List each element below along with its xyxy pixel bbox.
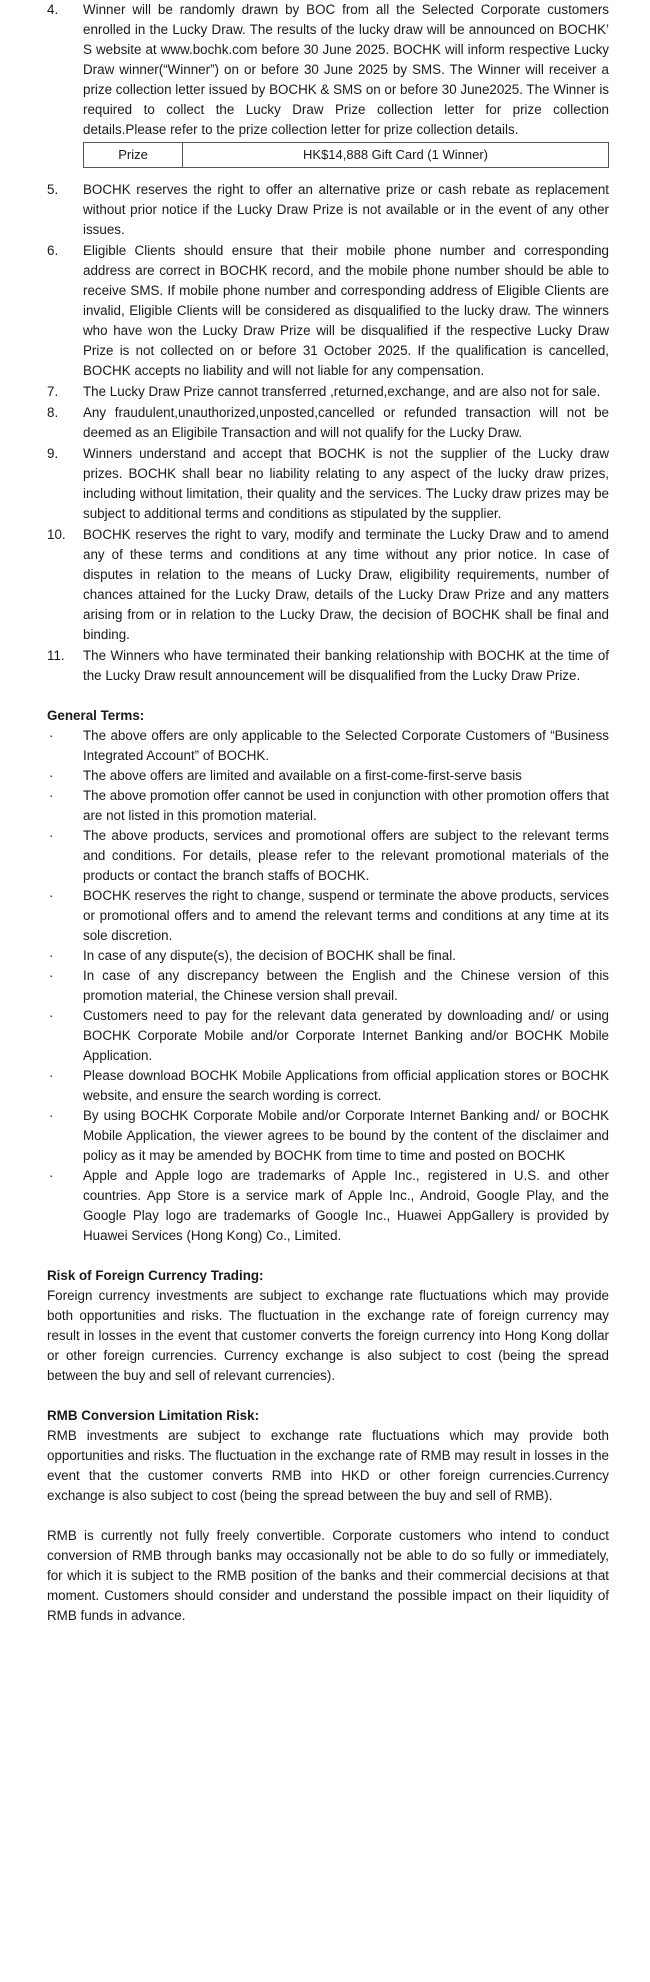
list-item <box>47 1106 609 1166</box>
bullet-point: · <box>49 1108 54 1123</box>
list-item-text: In case of any dispute(s), the decision of BOCHK shall be final. <box>83 948 456 963</box>
term-number: 7. <box>47 384 59 399</box>
list-item <box>47 966 609 1006</box>
term-number: 5. <box>47 182 59 197</box>
list-item-text: The above promotion offer cannot be used in conjunction with other promotion offers that are not listed in this promotion material. <box>83 788 609 823</box>
term-text: BOCHK reserves the right to vary, modify and terminate the Lucky Draw and to amend any of these terms and conditions at any time without any prior notice. In case of disputes in relation to the means of Lucky Draw, eligibility requirements, number of chances attained for the Lucky Draw, details of the Lucky Draw Prize and any matters arising from or in relation to the Lucky Draw, the decision of BOCHK shall be final and binding. <box>83 527 609 642</box>
bullet-point: · <box>49 1008 54 1023</box>
term-item <box>47 180 609 240</box>
term-number: 6. <box>47 243 59 258</box>
term-text: Winner will be randomly drawn by BOC from all the Selected Corporate customers enrolled in the Lucky Draw. The results of the lucky draw will be announced on BOCHK’ S website at www.bochk.com before 30 June 2025. BOCHK will inform respective Lucky Draw winner(“Winner”) on or before 30 June 2025 by SMS. The Winner will receiver a prize collection letter issued by BOCHK & SMS on or before 30 June2025. The Winner is required to collect the Lucky Draw Prize collection letter for prize collection details.Please refer to the prize collection letter for prize collection details. <box>83 2 609 137</box>
bullet-point: · <box>49 888 54 903</box>
term-number: 9. <box>47 446 59 461</box>
list-item <box>47 886 609 946</box>
term-number: 10. <box>47 527 66 542</box>
list-item <box>47 1166 609 1246</box>
term-text: BOCHK reserves the right to offer an alternative prize or cash rebate as replacement without prior notice if the Lucky Draw Prize is not available or in the event of any other issues. <box>83 182 609 237</box>
term-item <box>47 241 609 381</box>
bullet-point: · <box>49 1168 54 1183</box>
prize-label: Prize <box>84 143 183 168</box>
term-text: The Winners who have terminated their banking relationship with BOCHK at the time of the Lucky Draw result announcement will be disqualified from the Lucky Draw Prize. <box>83 648 609 683</box>
list-item-text: Customers need to pay for the relevant data generated by downloading and/ or using BOCHK Corporate Mobile and/or Corporate Internet Banking and/or BOCHK Mobile Application. <box>83 1008 609 1063</box>
list-item <box>47 1066 609 1106</box>
term-text: Winners understand and accept that BOCHK is not the supplier of the Lucky draw prizes. BOCHK shall bear no liability relating to any aspect of the lucky draw prizes, including without limitation, their quality and the services. The Lucky draw prizes may be subject to additional terms and conditions as stipulated by the supplier. <box>83 446 609 521</box>
prize-table <box>83 142 609 168</box>
list-item-text: Please download BOCHK Mobile Applications from official application stores or BOCHK website, and ensure the search wording is correct. <box>83 1068 609 1103</box>
bullet-point: · <box>49 968 54 983</box>
term-item <box>47 403 609 443</box>
bullet-point: · <box>49 728 54 743</box>
lucky-draw-terms-list <box>47 0 609 140</box>
term-number: 11. <box>47 648 65 663</box>
general-terms-list <box>47 726 609 1246</box>
list-item <box>47 786 609 826</box>
lucky-draw-terms-list-continued <box>47 180 609 686</box>
list-item <box>47 766 609 786</box>
term-item <box>47 0 609 140</box>
list-item <box>47 826 609 886</box>
fx-risk-heading: Risk of Foreign Currency Trading: <box>47 1268 264 1283</box>
list-item <box>47 726 609 766</box>
term-item <box>47 382 609 402</box>
list-item-text: By using BOCHK Corporate Mobile and/or Corporate Internet Banking and/ or BOCHK Mobile Application, the viewer agrees to be bound by the content of the disclaimer and policy as it may be amended by BOCHK from time to time and posted on BOCHK <box>83 1108 609 1163</box>
general-terms-heading: General Terms: <box>47 708 145 723</box>
list-item-text: Apple and Apple logo are trademarks of Apple Inc., registered in U.S. and other countries. App Store is a service mark of Apple Inc., Android, Google Play, and the Google Play logo are trademarks of Google Inc., Huawei AppGallery is provided by Huawei Services (Hong Kong) Co., Limited. <box>83 1168 609 1243</box>
prize-value: HK$14,888 Gift Card (1 Winner) <box>183 143 609 168</box>
list-item <box>47 1006 609 1066</box>
term-item <box>47 444 609 524</box>
term-item <box>47 646 609 686</box>
bullet-point: · <box>49 828 54 843</box>
rmb-risk-heading: RMB Conversion Limitation Risk: <box>47 1408 260 1423</box>
list-item-text: In case of any discrepancy between the English and the Chinese version of this promotion material, the Chinese version shall prevail. <box>83 968 609 1003</box>
term-number: 4. <box>47 2 59 17</box>
term-text: Any fraudulent,unauthorized,unposted,cancelled or refunded transaction will not be deemed as an Eligibile Transaction and will not qualify for the Lucky Draw. <box>83 405 609 440</box>
list-item-text: The above offers are limited and available on a first-come-first-serve basis <box>83 768 522 783</box>
fx-risk-text: Foreign currency investments are subject to exchange rate fluctuations which may provide both opportunities and risks. The fluctuation in the exchange rate of foreign currency may result in losses in the event that customer converts the foreign currency into Hong Kong dollar or other foreign currencies. Currency exchange is also subject to cost (being the spread between the buy and sell of relevant currencies). <box>47 1288 609 1383</box>
rmb-risk-text: RMB investments are subject to exchange rate fluctuations which may provide both opportunities and risks. The fluctuation in the exchange rate of RMB may result in losses in the event that the customer converts RMB into HKD or other foreign currencies.Currency exchange is also subject to cost (being the spread between the buy and sell of RMB). <box>47 1428 609 1503</box>
term-text: The Lucky Draw Prize cannot transferred ,returned,exchange, and are also not for sale. <box>83 384 601 399</box>
prize-row <box>84 143 609 168</box>
rmb-convertibility-text: RMB is currently not fully freely convertible. Corporate customers who intend to conduct conversion of RMB through banks may occasionally not be able to do so fully or immediately, for which it is subject to the RMB position of the banks and their commercial decisions at that moment. Customers should consider and understand the possible impact on their liquidity of RMB funds in advance. <box>47 1528 609 1623</box>
bullet-point: · <box>49 948 54 963</box>
term-item <box>47 525 609 645</box>
term-number: 8. <box>47 405 59 420</box>
list-item-text: The above offers are only applicable to the Selected Corporate Customers of “Business Integrated Account” of BOCHK. <box>83 728 609 763</box>
term-text: Eligible Clients should ensure that their mobile phone number and corresponding address are correct in BOCHK record, and the mobile phone number should be able to receive SMS. If mobile phone number and corresponding address of Eligible Clients are invalid, Eligible Clients will be considered as disqualified to the lucky draw. The winners who have won the Lucky Draw Prize will be disqualified if the respective Lucky Draw Prize is not collected on or before 31 October 2025. If the qualification is cancelled, BOCHK accepts no liability and will not liable for any compensation. <box>83 243 609 378</box>
bullet-point: · <box>49 788 54 803</box>
list-item <box>47 946 609 966</box>
bullet-point: · <box>49 1068 54 1083</box>
bullet-point: · <box>49 768 54 783</box>
list-item-text: The above products, services and promotional offers are subject to the relevant terms and conditions. For details, please refer to the relevant promotional materials of the products or contact the branch staffs of BOCHK. <box>83 828 609 883</box>
list-item-text: BOCHK reserves the right to change, suspend or terminate the above products, services or promotional offers and to amend the relevant terms and conditions at any time at its sole discretion. <box>83 888 609 943</box>
